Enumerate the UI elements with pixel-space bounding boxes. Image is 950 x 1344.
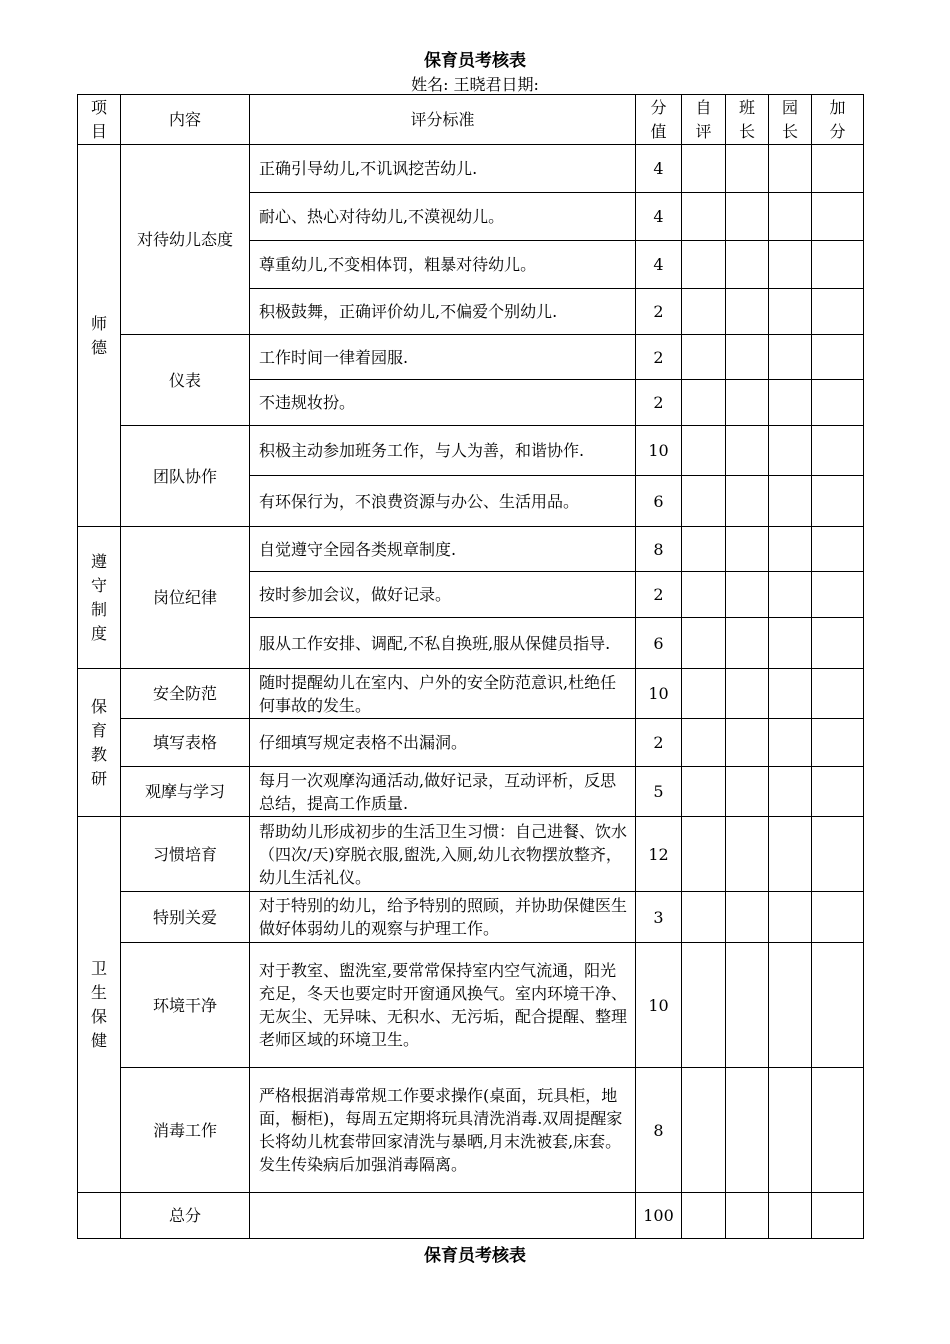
category-ethics: 师德 <box>78 145 121 527</box>
content-discipline: 岗位纪律 <box>121 527 250 669</box>
total-self-eval-cell[interactable] <box>682 1193 726 1239</box>
director-cell[interactable] <box>769 1068 812 1193</box>
criteria-cell: 尊重幼儿,不变相体罚，粗暴对待幼儿。 <box>250 241 636 289</box>
score-cell: 8 <box>636 1068 682 1193</box>
table-row <box>78 145 864 193</box>
director-cell[interactable] <box>769 335 812 380</box>
header-row <box>78 95 864 145</box>
director-cell[interactable] <box>769 572 812 618</box>
self-eval-cell[interactable] <box>682 1068 726 1193</box>
header-bonus: 加分 <box>812 95 864 145</box>
self-eval-cell[interactable] <box>682 527 726 572</box>
bonus-cell[interactable] <box>812 817 864 892</box>
total-criteria-cell <box>250 1193 636 1239</box>
bonus-cell[interactable] <box>812 719 864 767</box>
header-score: 分值 <box>636 95 682 145</box>
criteria-cell: 按时参加会议，做好记录。 <box>250 572 636 618</box>
class-lead-cell[interactable] <box>726 527 769 572</box>
self-eval-cell[interactable] <box>682 767 726 817</box>
criteria-cell: 服从工作安排、调配,不私自换班,服从保健员指导. <box>250 618 636 669</box>
header-class-lead: 班长 <box>726 95 769 145</box>
score-cell: 2 <box>636 380 682 426</box>
content-teamwork: 团队协作 <box>121 426 250 527</box>
total-bonus-cell[interactable] <box>812 1193 864 1239</box>
table-row <box>78 719 864 767</box>
content-appearance: 仪表 <box>121 335 250 426</box>
content-habits: 习惯培育 <box>121 817 250 892</box>
class-lead-cell[interactable] <box>726 241 769 289</box>
document-title: 保育员考核表 <box>424 51 526 71</box>
self-eval-cell[interactable] <box>682 943 726 1068</box>
class-lead-cell[interactable] <box>726 476 769 527</box>
score-cell: 2 <box>636 289 682 335</box>
self-eval-cell[interactable] <box>682 426 726 476</box>
director-cell[interactable] <box>769 943 812 1068</box>
score-cell: 10 <box>636 943 682 1068</box>
score-cell: 8 <box>636 527 682 572</box>
header-criteria: 评分标准 <box>250 95 636 145</box>
total-class-lead-cell[interactable] <box>726 1193 769 1239</box>
director-cell[interactable] <box>769 527 812 572</box>
evaluation-table <box>77 94 864 1239</box>
bonus-cell[interactable] <box>812 289 864 335</box>
table-row <box>78 669 864 719</box>
criteria-cell: 积极鼓舞，正确评价幼儿,不偏爱个别幼儿. <box>250 289 636 335</box>
table-row <box>78 1068 864 1193</box>
header-self-eval: 自评 <box>682 95 726 145</box>
self-eval-cell[interactable] <box>682 380 726 426</box>
category-health: 卫生保健 <box>78 817 121 1193</box>
class-lead-cell[interactable] <box>726 426 769 476</box>
bonus-cell[interactable] <box>812 241 864 289</box>
director-cell[interactable] <box>769 289 812 335</box>
class-lead-cell[interactable] <box>726 572 769 618</box>
criteria-cell: 正确引导幼儿,不讥讽挖苦幼儿. <box>250 145 636 193</box>
class-lead-cell[interactable] <box>726 289 769 335</box>
bonus-cell[interactable] <box>812 476 864 527</box>
director-cell[interactable] <box>769 476 812 527</box>
score-cell: 3 <box>636 892 682 943</box>
total-label: 总分 <box>121 1193 250 1239</box>
class-lead-cell[interactable] <box>726 335 769 380</box>
category-research: 保育教研 <box>78 669 121 817</box>
self-eval-cell[interactable] <box>682 892 726 943</box>
director-cell[interactable] <box>769 380 812 426</box>
self-eval-cell[interactable] <box>682 618 726 669</box>
self-eval-cell[interactable] <box>682 817 726 892</box>
director-cell[interactable] <box>769 618 812 669</box>
bonus-cell[interactable] <box>812 618 864 669</box>
self-eval-cell[interactable] <box>682 476 726 527</box>
self-eval-cell[interactable] <box>682 719 726 767</box>
table-row <box>78 335 864 380</box>
score-cell: 4 <box>636 145 682 193</box>
score-cell: 2 <box>636 719 682 767</box>
criteria-cell: 仔细填写规定表格不出漏洞。 <box>250 719 636 767</box>
criteria-cell: 帮助幼儿形成初步的生活卫生习惯：自己进餐、饮水（四次/天)穿脱衣服,盥洗,入厕,幼儿衣物摆放整齐，幼儿生活礼仪。 <box>250 817 636 892</box>
table-row <box>78 527 864 572</box>
director-cell[interactable] <box>769 193 812 241</box>
content-environment: 环境干净 <box>121 943 250 1068</box>
director-cell[interactable] <box>769 241 812 289</box>
self-eval-cell[interactable] <box>682 572 726 618</box>
table-row <box>78 767 864 817</box>
content-forms: 填写表格 <box>121 719 250 767</box>
self-eval-cell[interactable] <box>682 335 726 380</box>
score-cell: 6 <box>636 618 682 669</box>
content-disinfection: 消毒工作 <box>121 1068 250 1193</box>
director-cell[interactable] <box>769 892 812 943</box>
bonus-cell[interactable] <box>812 426 864 476</box>
criteria-cell: 自觉遵守全园各类规章制度. <box>250 527 636 572</box>
bonus-cell[interactable] <box>812 1068 864 1193</box>
bonus-cell[interactable] <box>812 527 864 572</box>
class-lead-cell[interactable] <box>726 193 769 241</box>
category-rules: 遵守制度 <box>78 527 121 669</box>
table-row <box>78 817 864 892</box>
header-item: 项目 <box>78 95 121 145</box>
bonus-cell[interactable] <box>812 669 864 719</box>
score-cell: 5 <box>636 767 682 817</box>
bonus-cell[interactable] <box>812 572 864 618</box>
content-safety: 安全防范 <box>121 669 250 719</box>
table-row <box>78 943 864 1068</box>
director-cell[interactable] <box>769 426 812 476</box>
header-director: 园长 <box>769 95 812 145</box>
score-cell: 4 <box>636 241 682 289</box>
class-lead-cell[interactable] <box>726 892 769 943</box>
bonus-cell[interactable] <box>812 943 864 1068</box>
name-date-line: 姓名: 王晓君日期: <box>411 75 539 94</box>
footer-title: 保育员考核表 <box>424 1246 526 1266</box>
score-cell: 2 <box>636 335 682 380</box>
class-lead-cell[interactable] <box>726 719 769 767</box>
self-eval-cell[interactable] <box>682 241 726 289</box>
criteria-cell: 对于特别的幼儿，给予特别的照顾，并协助保健医生做好体弱幼儿的观察与护理工作。 <box>250 892 636 943</box>
class-lead-cell[interactable] <box>726 817 769 892</box>
score-cell: 4 <box>636 193 682 241</box>
score-cell: 10 <box>636 426 682 476</box>
total-director-cell[interactable] <box>769 1193 812 1239</box>
bonus-cell[interactable] <box>812 193 864 241</box>
criteria-cell: 耐心、热心对待幼儿,不漠视幼儿。 <box>250 193 636 241</box>
bonus-cell[interactable] <box>812 380 864 426</box>
class-lead-cell[interactable] <box>726 618 769 669</box>
score-cell: 12 <box>636 817 682 892</box>
total-score: 100 <box>636 1193 682 1239</box>
director-cell[interactable] <box>769 145 812 193</box>
table-row <box>78 426 864 476</box>
content-special: 特别关爱 <box>121 892 250 943</box>
director-cell[interactable] <box>769 669 812 719</box>
bonus-cell[interactable] <box>812 145 864 193</box>
class-lead-cell[interactable] <box>726 1068 769 1193</box>
self-eval-cell[interactable] <box>682 669 726 719</box>
class-lead-cell[interactable] <box>726 380 769 426</box>
director-cell[interactable] <box>769 719 812 767</box>
bonus-cell[interactable] <box>812 892 864 943</box>
class-lead-cell[interactable] <box>726 145 769 193</box>
criteria-cell: 工作时间一律着园服. <box>250 335 636 380</box>
class-lead-cell[interactable] <box>726 669 769 719</box>
self-eval-cell[interactable] <box>682 193 726 241</box>
content-learning: 观摩与学习 <box>121 767 250 817</box>
total-empty-cell <box>78 1193 121 1239</box>
bonus-cell[interactable] <box>812 335 864 380</box>
director-cell[interactable] <box>769 767 812 817</box>
criteria-cell: 有环保行为，不浪费资源与办公、生活用品。 <box>250 476 636 527</box>
score-cell: 6 <box>636 476 682 527</box>
criteria-cell: 随时提醒幼儿在室内、户外的安全防范意识,杜绝任何事故的发生。 <box>250 669 636 719</box>
total-row <box>78 1193 864 1239</box>
criteria-cell: 不违规妆扮。 <box>250 380 636 426</box>
header-content: 内容 <box>121 95 250 145</box>
director-cell[interactable] <box>769 817 812 892</box>
score-cell: 10 <box>636 669 682 719</box>
self-eval-cell[interactable] <box>682 289 726 335</box>
criteria-cell: 严格根据消毒常规工作要求操作(桌面，玩具柜，地面，橱柜)，每周五定期将玩具清洗消毒.双周提醒家长将幼儿枕套带回家清洗与暴晒,月末洗被套,床套。发生传染病后加强消毒隔离。 <box>250 1068 636 1193</box>
table-row <box>78 892 864 943</box>
criteria-cell: 积极主动参加班务工作，与人为善，和谐协作. <box>250 426 636 476</box>
criteria-cell: 每月一次观摩沟通活动,做好记录，互动评析，反思总结，提高工作质量. <box>250 767 636 817</box>
bonus-cell[interactable] <box>812 767 864 817</box>
content-attitude: 对待幼儿态度 <box>121 145 250 335</box>
score-cell: 2 <box>636 572 682 618</box>
criteria-cell: 对于教室、盥洗室,要常常保持室内空气流通，阳光充足，冬天也要定时开窗通风换气。室内环境干净、无灰尘、无异味、无积水、无污垢，配合提醒、整理老师区域的环境卫生。 <box>250 943 636 1068</box>
class-lead-cell[interactable] <box>726 943 769 1068</box>
class-lead-cell[interactable] <box>726 767 769 817</box>
self-eval-cell[interactable] <box>682 145 726 193</box>
